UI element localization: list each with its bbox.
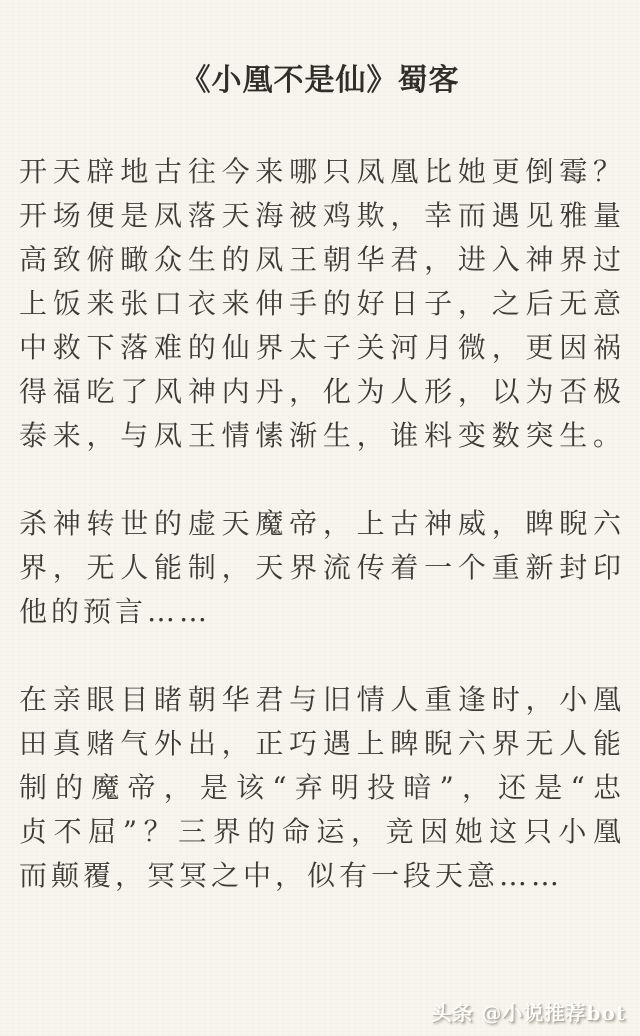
paragraph-1 <box>19 150 621 458</box>
text-line: 得福吃了风神内丹，化为人形，以为否极 <box>19 375 621 408</box>
text-line: 杀神转世的虚天魔帝，上古神威，睥睨六 <box>19 507 621 540</box>
text-line: 贞不屈”？三界的命运，竞因她这只小凰 <box>19 815 621 848</box>
text-line: 泰来，与凤王情愫渐生，谁料变数突生。 <box>19 419 621 452</box>
text-line: 界，无人能制，天界流传着一个重新封印 <box>19 551 621 584</box>
text-line: 他的预言…… <box>19 595 212 628</box>
text-line: 高致俯瞰众生的凤王朝华君，进入神界过 <box>19 243 621 276</box>
page-title: 《小凰不是仙》蜀客 <box>180 63 460 98</box>
text-line: 开天辟地古往今来哪只凤凰比她更倒霉？ <box>19 155 621 188</box>
toutiao-watermark: 头条 @小说推荐bot <box>431 1001 626 1025</box>
book-intro-card <box>0 59 640 1025</box>
text-line: 上饭来张口衣来伸手的好日子，之后无意 <box>19 287 621 320</box>
text-line: 而颠覆，冥冥之中，似有一段天意…… <box>19 859 564 892</box>
text-line: 中救下落难的仙界太子关河月微，更因祸 <box>19 331 621 364</box>
paragraph-2 <box>19 502 621 634</box>
paragraph-3 <box>19 678 621 898</box>
text-line: 在亲眼目睹朝华君与旧情人重逢时，小凰 <box>19 683 621 716</box>
text-line: 田真赌气外出，正巧遇上睥睨六界无人能 <box>19 727 621 760</box>
text-line: 制的魔帝，是该“弃明投暗”，还是“忠 <box>19 771 621 804</box>
text-line: 开场便是凤落天海被鸡欺，幸而遇见雅量 <box>19 199 621 232</box>
book-synopsis <box>19 150 621 898</box>
